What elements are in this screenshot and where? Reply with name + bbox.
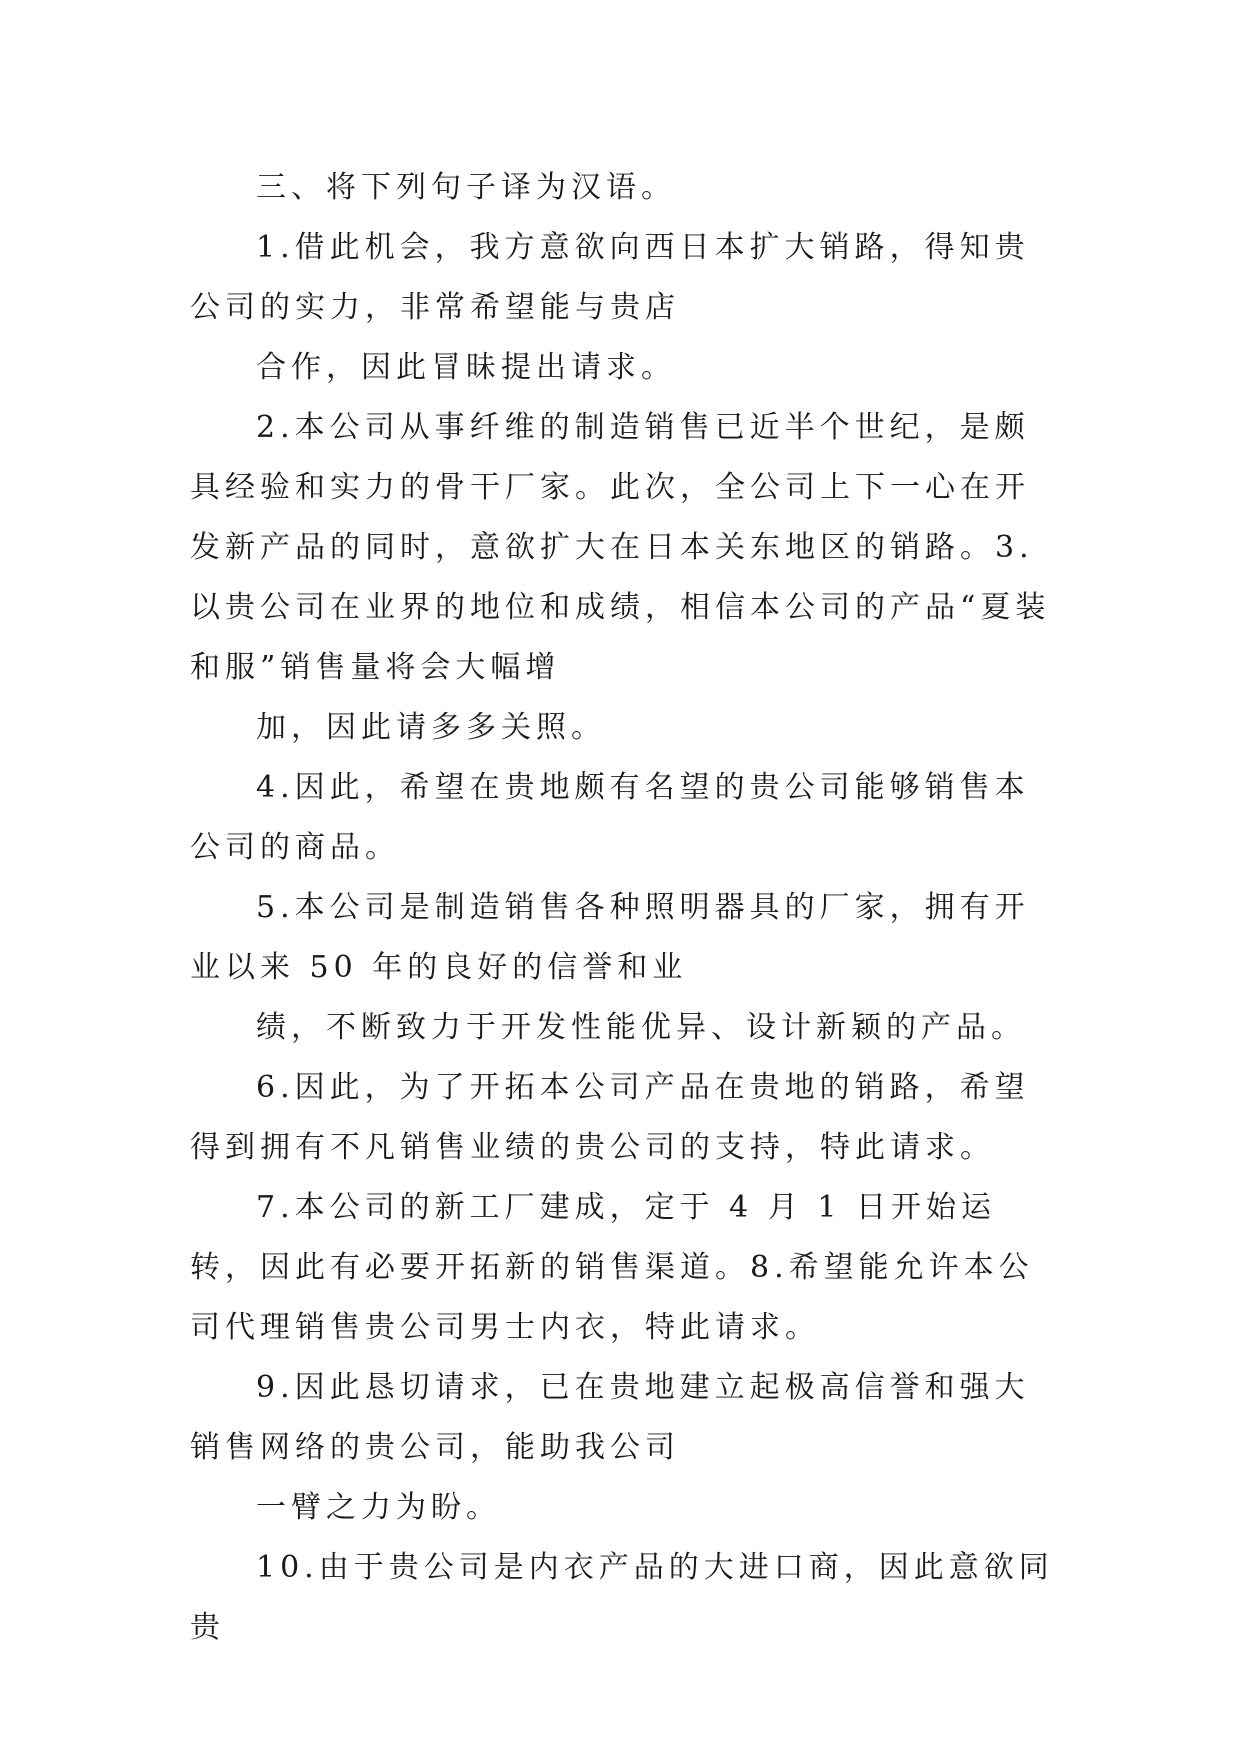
paragraph-4: 4.因此，希望在贵地颇有名望的贵公司能够销售本公司的商品。 [190, 770, 1030, 865]
paragraph-9-continued: 一臂之力为盼。 [256, 1490, 501, 1525]
paragraph-5: 5.本公司是制造销售各种照明器具的厂家，拥有开业以来 50 年的良好的信誉和业 [190, 890, 1030, 985]
paragraph-5-continued: 绩，不断致力于开发性能优异、设计新颖的产品。 [256, 1010, 1026, 1045]
paragraph-9: 9.因此恳切请求，已在贵地建立起极高信誉和强大销售网络的贵公司，能助我公司 [190, 1370, 1030, 1465]
document-body [190, 158, 1060, 1658]
paragraph-1: 1.借此机会，我方意欲向西日本扩大销路，得知贵公司的实力，非常希望能与贵店 [190, 230, 1030, 325]
paragraph-7-8: 7.本公司的新工厂建成，定于 4 月 1 日开始运转，因此有必要开拓新的销售渠道。8.希望能允许本公司代理销售贵公司男士内衣，特此请求。 [190, 1190, 1034, 1345]
paragraph-section-heading: 三、将下列句子译为汉语。 [256, 170, 676, 205]
paragraph-6: 6.因此，为了开拓本公司产品在贵地的销路，希望得到拥有不凡销售业绩的贵公司的支持，特此请求。 [190, 1070, 1030, 1165]
paragraph-3-continued: 加，因此请多多关照。 [256, 710, 606, 745]
paragraph-1-continued: 合作，因此冒昧提出请求。 [256, 350, 676, 385]
paragraph-2-3: 2.本公司从事纤维的制造销售已近半个世纪，是颇具经验和实力的骨干厂家。此次，全公司上下一心在开发新产品的同时，意欲扩大在日本关东地区的销路。3.以贵公司在业界的地位和成绩，相信本公司的产品“夏装和服”销售量将会大幅增 [190, 410, 1051, 685]
paragraph-10: 10.由于贵公司是内衣产品的大进口商，因此意欲同贵 [190, 1550, 1054, 1645]
